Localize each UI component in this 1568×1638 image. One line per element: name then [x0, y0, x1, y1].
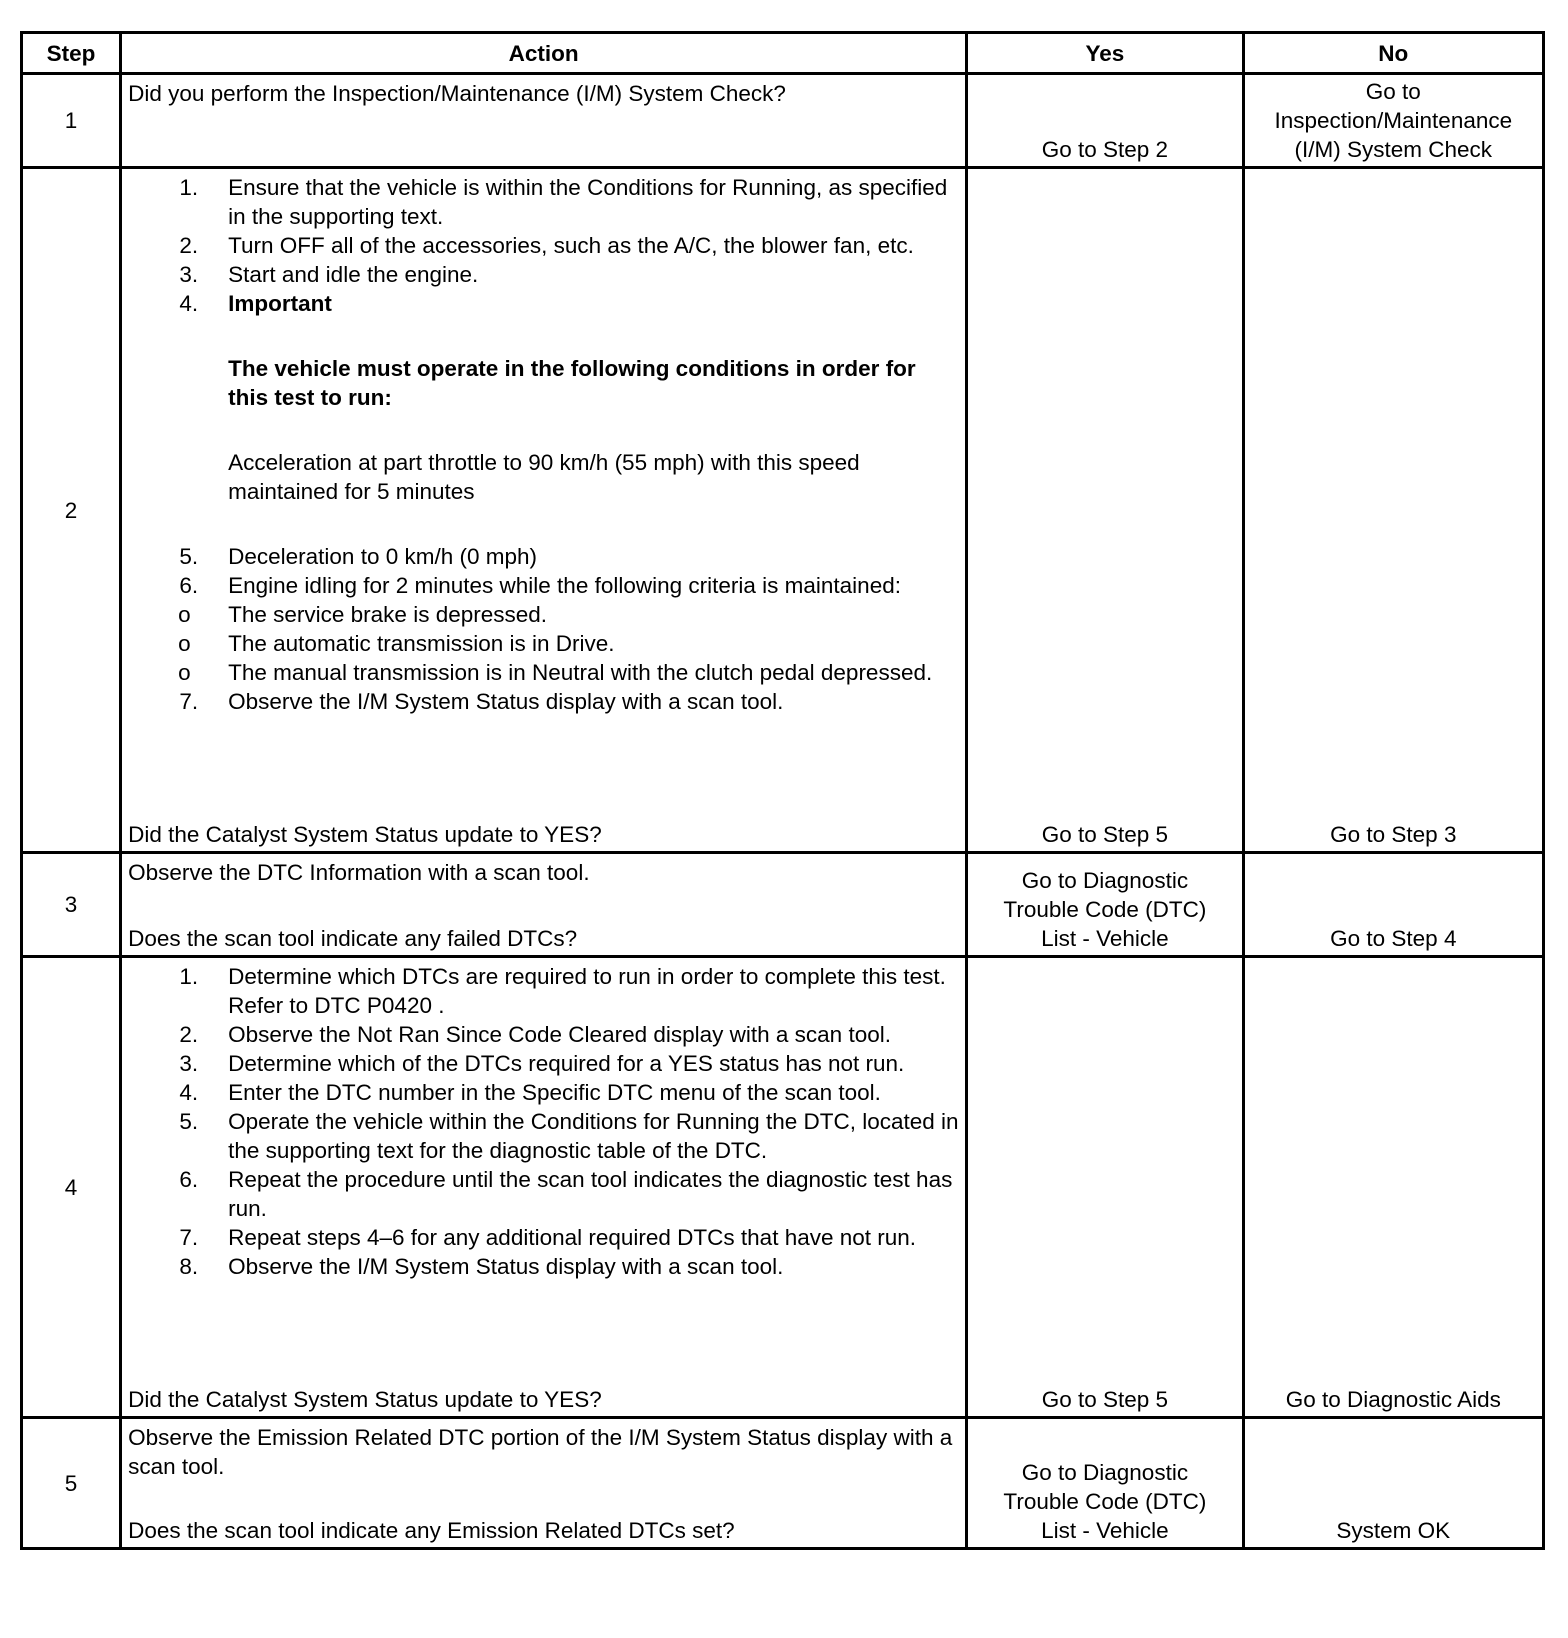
list-item	[128, 687, 959, 716]
step-number: 3	[22, 853, 121, 957]
action-question: Did the Catalyst System Status update to YES?	[128, 822, 602, 847]
list-item	[128, 173, 959, 231]
list-item	[128, 1165, 959, 1223]
yes-cell: Go to Step 5	[967, 957, 1243, 1418]
important-label: Important	[228, 291, 332, 316]
action-text: Observe the Emission Related DTC portion of the I/M System Status display with a scan tool.	[128, 1425, 953, 1479]
item-text: Determine which DTCs are required to run in order to complete this test. Refer to DTC P0420 .	[228, 964, 946, 1018]
header-action: Action	[121, 33, 967, 74]
item-number: 6.	[179, 1167, 199, 1192]
bullet: o	[178, 602, 191, 627]
step-number: 5	[22, 1418, 121, 1549]
no-cell: Go to Diagnostic Aids	[1243, 957, 1543, 1418]
action-question: Does the scan tool indicate any Emission Related DTCs set?	[128, 1518, 735, 1543]
list-item	[128, 658, 959, 687]
no-cell	[1243, 74, 1543, 168]
item-number: 2.	[179, 233, 199, 258]
list-item	[128, 629, 959, 658]
action-body	[128, 173, 959, 716]
item-number: 1.	[179, 964, 199, 989]
item-text: The service brake is depressed.	[228, 602, 548, 627]
item-text: Determine which of the DTCs required for a YES status has not run.	[228, 1051, 905, 1076]
action-cell	[121, 853, 967, 957]
step-list	[128, 173, 959, 318]
item-number: 3.	[179, 1051, 199, 1076]
action-question: Did the Catalyst System Status update to YES?	[128, 1387, 602, 1412]
acceleration-note: Acceleration at part throttle to 90 km/h (55 mph) with this speed maintained for 5 minutes	[228, 450, 860, 504]
list-item	[128, 1252, 959, 1281]
list-item	[128, 542, 959, 571]
yes-line: Go to Diagnostic	[1021, 868, 1189, 893]
item-text: The manual transmission is in Neutral with the clutch pedal depressed.	[228, 660, 933, 685]
list-item	[128, 1223, 959, 1252]
item-number: 7.	[179, 1225, 199, 1250]
step-list	[128, 542, 959, 600]
diagnostic-table	[20, 31, 1545, 1550]
item-text: Deceleration to 0 km/h (0 mph)	[228, 544, 538, 569]
action-cell	[121, 1418, 967, 1549]
table-row-step-1	[22, 74, 1544, 168]
no-line: (I/M) System Check	[1294, 137, 1493, 162]
yes-line: List - Vehicle	[1041, 1518, 1169, 1543]
bullet: o	[178, 631, 191, 656]
table-row-step-5	[22, 1418, 1544, 1549]
item-text: Observe the I/M System Status display with a scan tool.	[228, 689, 784, 714]
step-number: 1	[22, 74, 121, 168]
action-cell	[121, 74, 967, 168]
item-number: 2.	[179, 1022, 199, 1047]
list-item	[128, 1078, 959, 1107]
step-number: 4	[22, 957, 121, 1418]
action-cell	[121, 168, 967, 853]
step-list	[128, 962, 959, 1281]
item-number: 3.	[179, 262, 199, 287]
table-row-step-4	[22, 957, 1544, 1418]
list-item	[128, 231, 959, 260]
yes-cell	[967, 853, 1243, 957]
yes-line: Trouble Code (DTC)	[1003, 1489, 1207, 1514]
item-text: Observe the I/M System Status display with a scan tool.	[228, 1254, 784, 1279]
yes-line: List - Vehicle	[1041, 926, 1169, 951]
item-text: The automatic transmission is in Drive.	[228, 631, 615, 656]
list-item	[128, 962, 959, 1020]
action-question: Did you perform the Inspection/Maintenance (I/M) System Check?	[128, 81, 786, 106]
header-yes: Yes	[967, 33, 1243, 74]
item-number: 5.	[179, 544, 199, 569]
item-text: Observe the Not Ran Since Code Cleared display with a scan tool.	[228, 1022, 891, 1047]
list-item	[128, 1020, 959, 1049]
item-text: Repeat steps 4–6 for any additional required DTCs that have not run.	[228, 1225, 917, 1250]
item-text: Engine idling for 2 minutes while the following criteria is maintained:	[228, 573, 901, 598]
item-number: 8.	[179, 1254, 199, 1279]
item-text: Turn OFF all of the accessories, such as the A/C, the blower fan, etc.	[228, 233, 914, 258]
no-cell: Go to Step 4	[1243, 853, 1543, 957]
header-no: No	[1243, 33, 1543, 74]
important-note: The vehicle must operate in the following conditions in order for this test to run:	[228, 356, 916, 410]
item-number: 7.	[179, 689, 199, 714]
yes-cell: Go to Step 5	[967, 168, 1243, 853]
no-line: Go to	[1365, 79, 1421, 104]
item-text: Start and idle the engine.	[228, 262, 479, 287]
list-item	[128, 571, 959, 600]
action-cell	[121, 957, 967, 1418]
list-item	[128, 260, 959, 289]
action-text: Observe the DTC Information with a scan tool.	[128, 860, 590, 885]
list-item	[128, 289, 959, 318]
list-item	[128, 600, 959, 629]
no-cell: System OK	[1243, 1418, 1543, 1549]
list-item	[128, 1107, 959, 1165]
item-text: Operate the vehicle within the Conditions for Running the DTC, located in the supporting text for the diagnostic table of the DTC.	[228, 1109, 959, 1163]
table-row-step-2	[22, 168, 1544, 853]
item-text: Enter the DTC number in the Specific DTC menu of the scan tool.	[228, 1080, 881, 1105]
no-cell: Go to Step 3	[1243, 168, 1543, 853]
item-number: 1.	[179, 175, 199, 200]
yes-cell	[967, 1418, 1243, 1549]
list-item	[128, 1049, 959, 1078]
item-number: 4.	[179, 291, 199, 316]
item-text: Repeat the procedure until the scan tool indicates the diagnostic test has run.	[228, 1167, 953, 1221]
yes-line: Trouble Code (DTC)	[1003, 897, 1207, 922]
item-number: 4.	[179, 1080, 199, 1105]
bullet: o	[178, 660, 191, 685]
no-line: Inspection/Maintenance	[1274, 108, 1513, 133]
item-text: Ensure that the vehicle is within the Conditions for Running, as specified in the supporting text.	[228, 175, 948, 229]
yes-line: Go to Diagnostic	[1021, 1460, 1189, 1485]
action-question: Does the scan tool indicate any failed DTCs?	[128, 926, 578, 951]
item-number: 5.	[179, 1109, 199, 1134]
item-number: 6.	[179, 573, 199, 598]
yes-cell: Go to Step 2	[967, 74, 1243, 168]
table-row-step-3	[22, 853, 1544, 957]
header-row	[22, 33, 1544, 74]
header-step: Step	[22, 33, 121, 74]
step-number: 2	[22, 168, 121, 853]
criteria-list	[128, 600, 959, 687]
step-list	[128, 687, 959, 716]
